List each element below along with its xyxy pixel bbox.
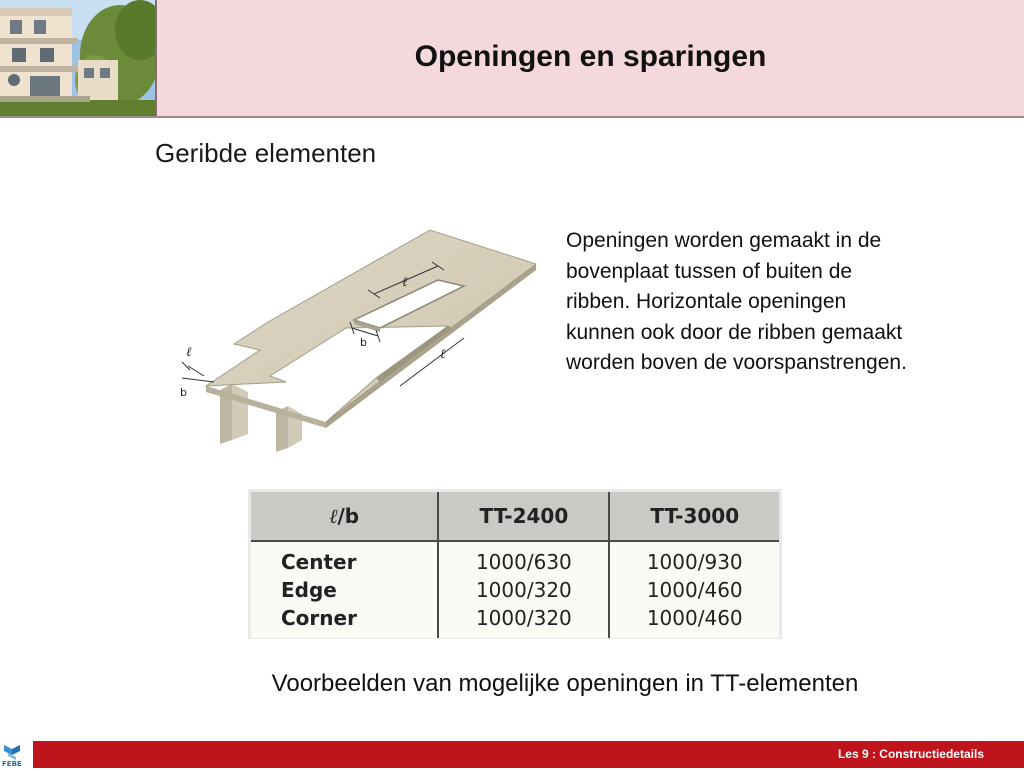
row-label: Edge [251,576,438,604]
opening-dimensions-table [248,489,782,639]
table-cell: 1000/930 [646,550,743,574]
table-row [251,541,779,576]
row-label: Corner [251,604,438,638]
table-header-tt3000: TT-3000 [609,492,779,541]
paragraph-line: bovenplaat tussen of buiten de [566,259,853,283]
table-header-row [251,492,779,541]
header-rule [0,116,1024,118]
table-cell: 1000/460 [646,606,743,630]
febe-logo-text: FEBE [2,760,22,768]
febe-logo [0,741,33,768]
figure-caption: Voorbeelden van mogelijke openingen in TT-elementen [271,670,859,697]
table-cell: 1000/460 [646,578,743,602]
paragraph-line: worden boven de voorspanstrengen. [566,351,907,374]
table-row [251,604,779,638]
row-label: Center [251,541,438,576]
table-header-lb: ℓ/b [251,492,438,541]
table-cell: 1000/320 [438,604,609,638]
footer-lesson-label: Les 9 : Constructiedetails [837,747,984,761]
tt-element-diagram [168,216,552,460]
paragraph-line: kunnen ook door de ribben gemaakt [566,320,903,344]
section-subtitle: Geribde elementen [155,138,377,168]
slide-title: Openingen en sparingen [414,40,767,73]
paragraph-line: ribben. Horizontale openingen [566,290,847,313]
dim-width-label-top: b [360,336,367,349]
table-cell: 1000/630 [438,541,609,576]
dim-length-label-right: ℓ [440,347,446,362]
dim-length-label-top: ℓ [402,275,408,290]
table-header-tt2400: TT-2400 [438,492,609,541]
paragraph-line: Openingen worden gemaakt in de [566,229,882,252]
dim-width-label-left: b [180,386,187,399]
building-photo [0,0,157,117]
dim-length-label-left: ℓ [186,345,192,360]
table-row [251,576,779,604]
description-paragraph [566,226,1006,379]
table-cell: 1000/320 [438,576,609,604]
